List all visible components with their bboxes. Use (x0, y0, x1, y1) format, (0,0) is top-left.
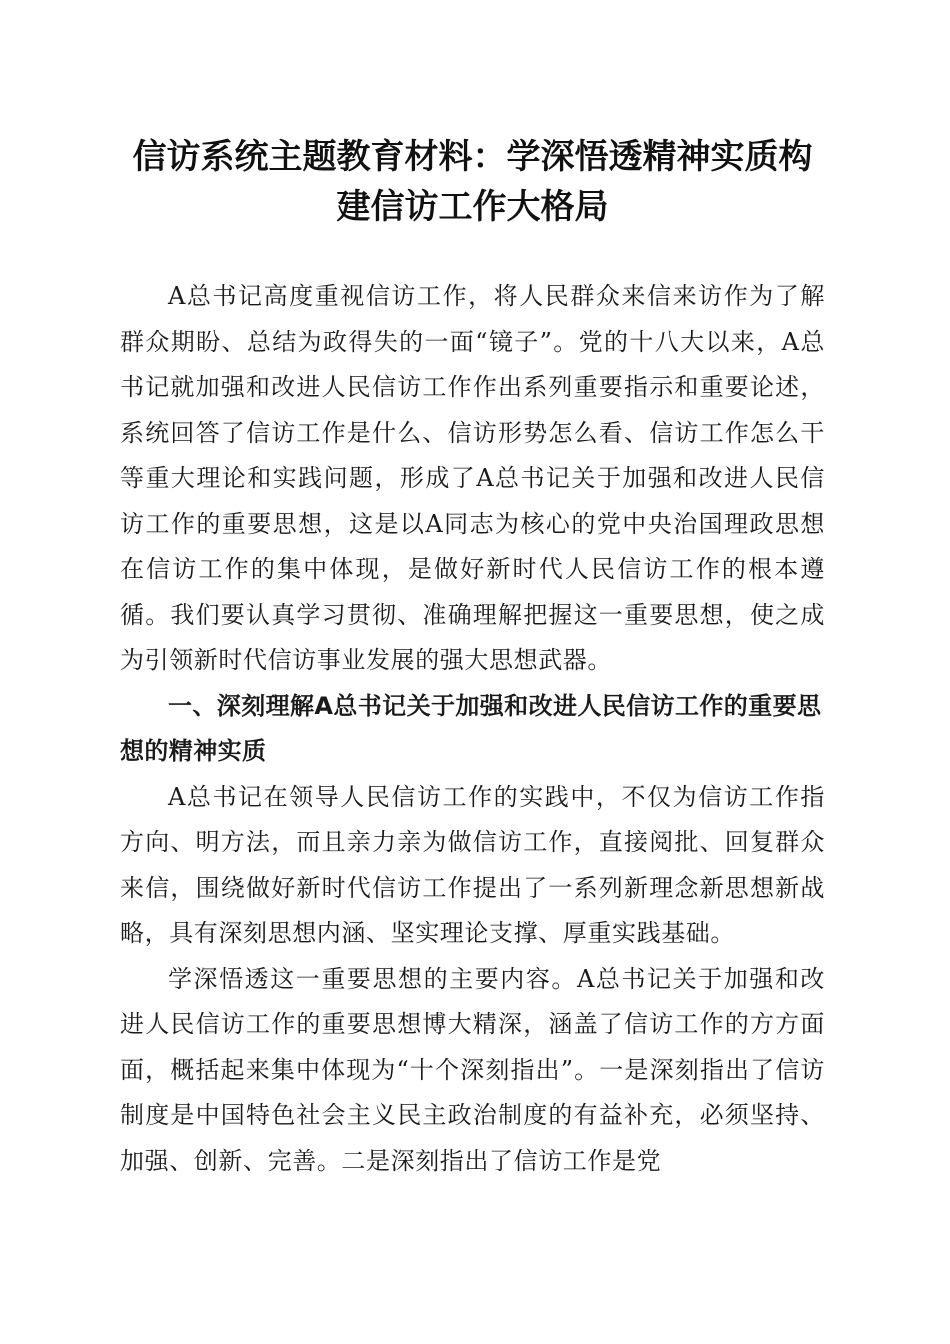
body-paragraph: 学深悟透这一重要思想的主要内容。A总书记关于加强和改进人民信访工作的重要思想博大精深，涵盖了信访工作的方方面面，概括起来集中体现为“十个深刻指出”。一是深刻指出了信访制度是中国特色社会主义民主政治制度的有益补充，必须坚持、加强、创新、完善。二是深刻指出了信访工作是党 (120, 964, 825, 1175)
title-line-2: 建信访工作大格局 (336, 187, 609, 227)
title-line-1: 信访系统主题教育材料：学深悟透精神实质构 (132, 137, 813, 177)
intro-paragraph: A总书记高度重视信访工作，将人民群众来信来访作为了解群众期盼、总结为政得失的一面“镜子”。党的十八大以来，A总书记就加强和改进人民信访工作作出系列重要指示和重要论述，系统回答了信访工作是什么、信访形势怎么看、信访工作怎么干等重大理论和实践问题，形成了A总书记关于加强和改进人民信访工作的重要思想，这是以A同志为核心的党中央治国理政思想在信访工作的集中体现，是做好新时代人民信访工作的根本遵循。我们要认真学习贯彻、准确理解把握这一重要思想，使之成为引领新时代信访事业发展的强大思想武器。 (120, 282, 825, 674)
document-page (120, 132, 825, 1184)
section-heading: 一、深刻理解A总书记关于加强和改进人民信访工作的重要思想的精神实质 (120, 691, 822, 765)
document-title (120, 132, 825, 232)
body-paragraph: A总书记在领导人民信访工作的实践中，不仅为信访工作指方向、明方法，而且亲力亲为做信访工作，直接阅批、回复群众来信，围绕做好新时代信访工作提出了一系列新理念新思想新战略，具有深刻思想内涵、坚实理论支撑、厚重实践基础。 (120, 782, 825, 947)
